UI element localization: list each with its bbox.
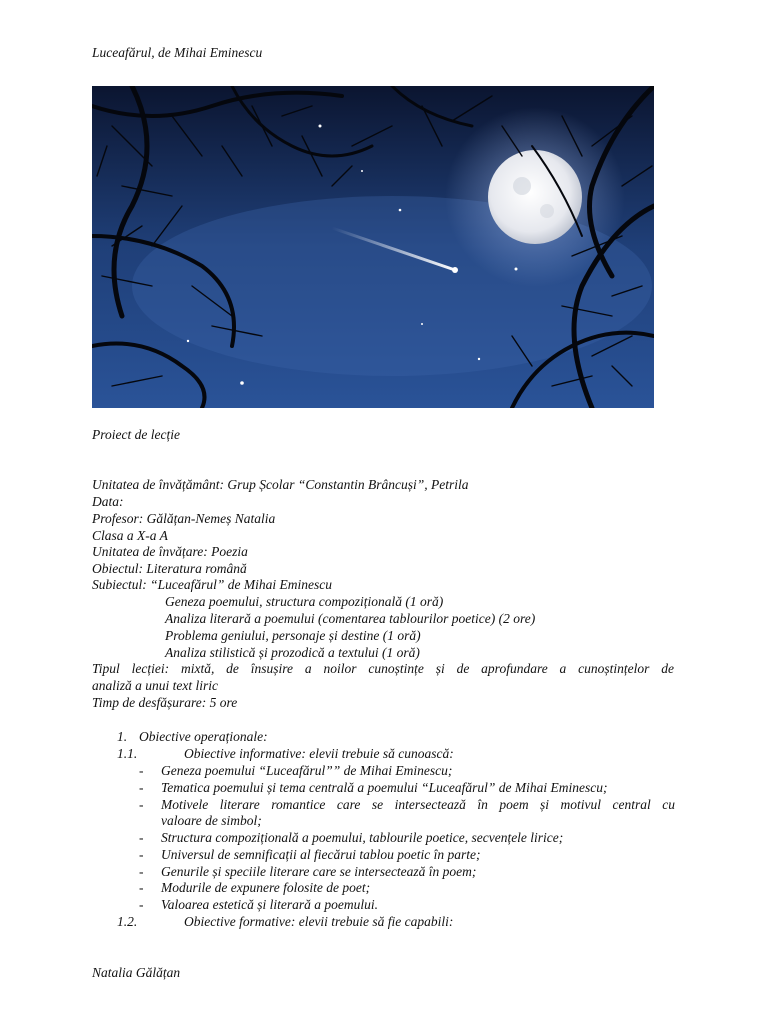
info-profesor: Profesor: Gălățan-Nemeș Natalia — [92, 511, 276, 526]
info-clasa: Clasa a X-a A — [92, 528, 168, 543]
info-obiectul: Obiectul: Literatura română — [92, 561, 247, 576]
page-footer-author: Natalia Gălățan — [92, 965, 181, 980]
list-item: Geneza poemului “Luceafărul”” de Mihai Eminescu; — [161, 763, 453, 778]
info-tipul-line1: Tipul lecției: mixtă, de însușire a noilor cunoștințe și de aprofundare a cunoștințelor de — [92, 661, 674, 676]
objective-number: 1. — [117, 729, 128, 744]
list-item: Genurile și speciile literare care se intersectează în poem; — [161, 864, 477, 879]
page-header: Luceafărul, de Mihai Eminescu — [92, 45, 263, 60]
list-item: Motivele literare romantice care se intersectează în poem și motivul central cu — [161, 797, 675, 812]
list-item-continued: valoare de simbol; — [161, 813, 262, 828]
objective-heading: Obiective operaționale: — [139, 729, 268, 744]
info-tipul-line2: analiză a unui text liric — [92, 678, 218, 693]
info-unitatea-invatare: Unitatea de învățare: Poezia — [92, 544, 248, 559]
subtema-item: Analiza stilistică și prozodică a textului (1 oră) — [165, 645, 420, 660]
list-dash: - — [139, 830, 144, 845]
info-timp: Timp de desfășurare: 5 ore — [92, 695, 238, 710]
list-item: Universul de semnificații al fiecărui tablou poetic în parte; — [161, 847, 481, 862]
list-item: Tematica poemului și tema centrală a poemului “Luceafărul” de Mihai Eminescu; — [161, 780, 608, 795]
subtema-item: Problema geniului, personaje și destine (1 oră) — [165, 628, 421, 643]
night-sky-moon-shooting-star-image — [92, 86, 654, 408]
list-item: Structura compozițională a poemului, tablourile poetice, secvențele lirice; — [161, 830, 564, 845]
objective-number: 1.1. — [117, 746, 138, 761]
list-dash: - — [139, 763, 144, 778]
list-item: Modurile de expunere folosite de poet; — [161, 880, 371, 895]
list-dash: - — [139, 897, 144, 912]
section-title: Proiect de lecție — [92, 427, 180, 442]
list-dash: - — [139, 847, 144, 862]
objective-subheading: Obiective informative: elevii trebuie să cunoască: — [184, 746, 454, 761]
info-subiectul: Subiectul: “Luceafărul” de Mihai Eminescu — [92, 577, 332, 592]
info-data: Data: — [92, 494, 124, 509]
list-dash: - — [139, 797, 144, 812]
list-dash: - — [139, 864, 144, 879]
info-unitatea: Unitatea de învățământ: Grup Școlar “Constantin Brâncuși”, Petrila — [92, 477, 469, 492]
subtema-item: Analiza literară a poemului (comentarea tablourilor poetice) (2 ore) — [165, 611, 536, 626]
list-dash: - — [139, 780, 144, 795]
list-item: Valoarea estetică și literară a poemului. — [161, 897, 378, 912]
list-dash: - — [139, 880, 144, 895]
objective-number: 1.2. — [117, 914, 138, 929]
subtema-item: Geneza poemului, structura compozițională (1 oră) — [165, 594, 444, 609]
objective-subheading: Obiective formative: elevii trebuie să fie capabili: — [184, 914, 454, 929]
